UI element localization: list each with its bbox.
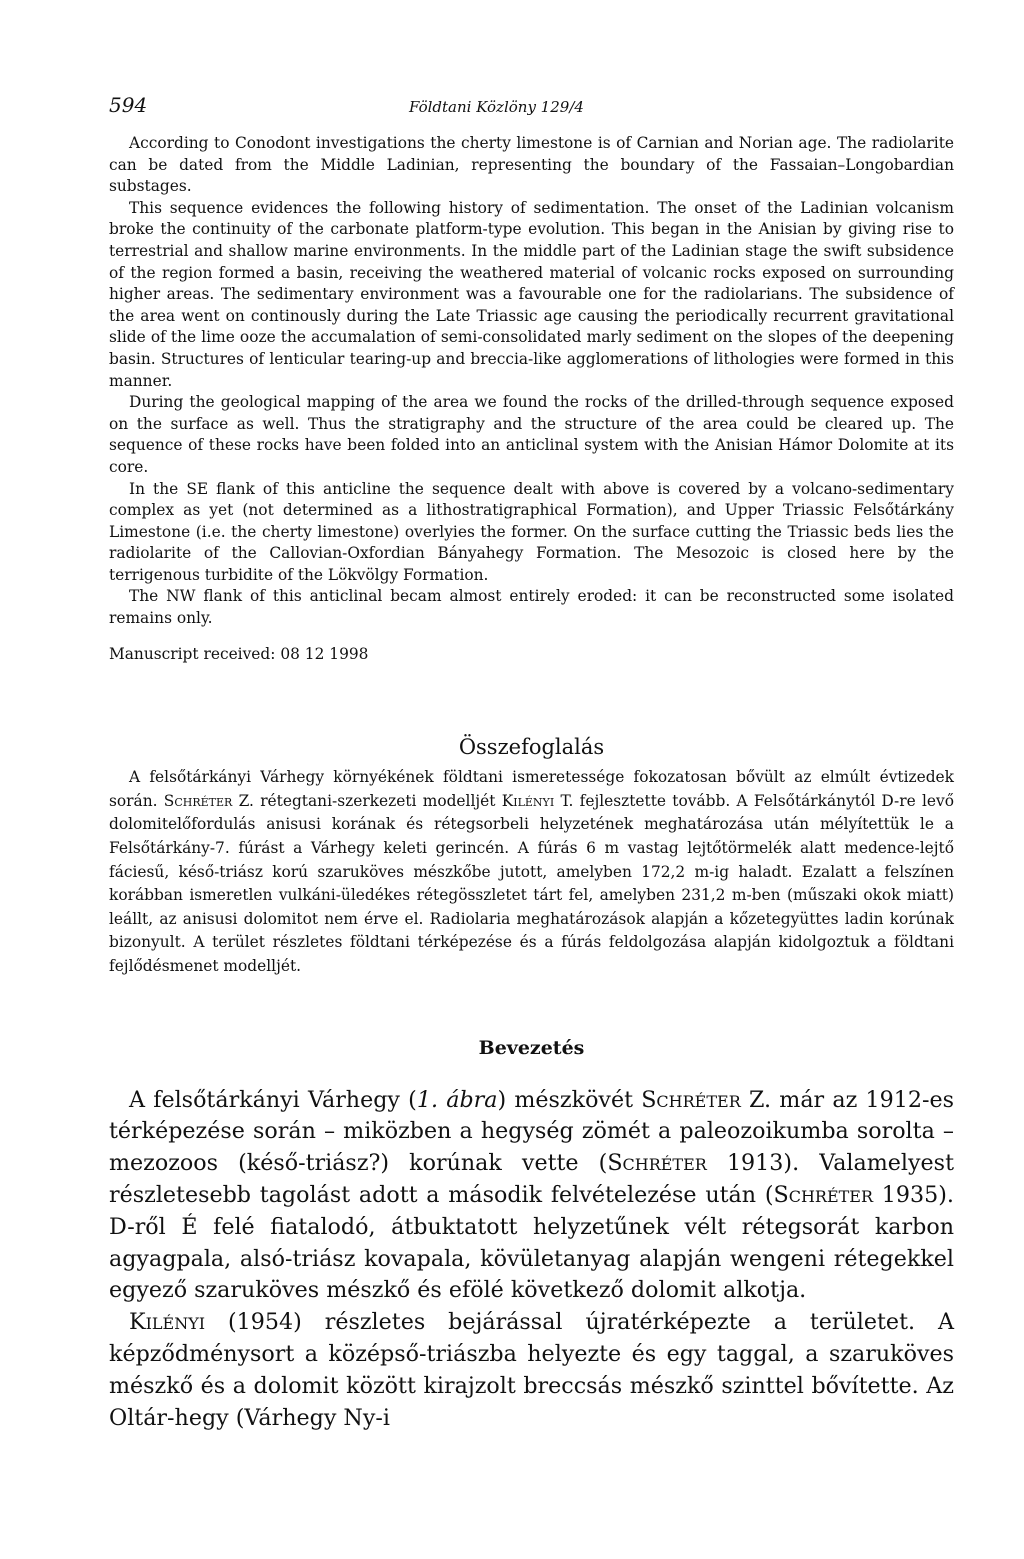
english-paragraph: The NW flank of this anticlinal becam almost entirely eroded: it can be reconstructed some isolated remains only.	[109, 587, 954, 628]
english-summary	[109, 133, 954, 665]
journal-title: Földtani Közlöny 129/4	[409, 98, 584, 116]
author-name: Kilényi	[501, 791, 555, 810]
author-name: Schréter	[773, 1181, 874, 1208]
running-header	[109, 93, 954, 133]
author-name: Schréter	[641, 1086, 741, 1113]
author-name: Schréter	[607, 1150, 707, 1177]
page-number: 594	[109, 93, 148, 117]
page	[109, 93, 954, 1434]
introduction-heading: Bevezetés	[478, 1036, 585, 1059]
introduction-paragraph: Kilényi (1954) részletes bejárással újratérképezte a területet. A képződménysort a középső-triászba helyezte és egy taggal, a szaruköves mészkő és a dolomit között kirajzolt breccsás mészkő szinttel bővítette. Az Oltár-hegy (Várhegy Ny-i	[109, 1309, 954, 1431]
summary-heading: Összefoglalás	[458, 735, 605, 760]
figure-reference: 1. ábra	[416, 1086, 498, 1113]
english-paragraph: During the geological mapping of the area we found the rocks of the drilled-through sequence exposed on the surface as well. Thus the stratigraphy and the structure of the area could be cleared up. The sequence of these rocks have been folded into an anticlinal system with the Anisian Hámor Dolomite at its core.	[109, 393, 954, 476]
manuscript-received: Manuscript received: 08 12 1998	[109, 644, 369, 663]
hungarian-summary	[109, 766, 954, 978]
english-paragraph: According to Conodont investigations the cherty limestone is of Carnian and Norian age. The radiolarite can be dated from the Middle Ladinian, representing the boundary of the Fassaian–Longobardian substages.	[109, 134, 954, 196]
summary-paragraph: A felsőtárkányi Várhegy környékének földtani ismeretessége fokozatosan bővült az elmúlt évtizedek során. Schréter Z. rétegtani-szerkezeti modelljét Kilényi T. fejlesztette tovább. A Felsőtárkánytól D-re levő dolomitelőfordulás anisusi korának és rétegsorbeli helyzetének meghatározása után mélyítettük le a Felsőtárkány-7. fúrást a Várhegy keleti gerincén. A fúrás 6 m vastag lejtőtörmelék alatt medence-lejtő fáciesű, késő-triász korú szaruköves mészkőbe jutott, amelyben 172,2 m-ig haladt. Ezalatt a felszínen korábban ismeretlen vulkáni-üledékes rétegösszletet tárt fel, amelyben 231,2 m-ben (műszaki okok miatt) leállt, az anisusi dolomitot nem érve el. Radiolaria meghatározások alapján a kőzetegyüttes ladin korúnak bizonyult. A terület részletes földtani térképezése és a fúrás feldolgozása alapján kidolgoztuk a földtani fejlődésmenet modelljét.	[109, 768, 954, 975]
english-paragraph: This sequence evidences the following history of sedimentation. The onset of the Ladinian volcanism broke the continuity of the carbonate platform-type evolution. This began in the Anisian by giving rise to terrestrial and shallow marine environments. In the middle part of the Ladinian stage the swift subsidence of the region formed a basin, receiving the weathered material of volcanic rocks exposed on surrounding higher areas. The sedimentary environment was a favourable one for the radiolarians. The subsidence of the area went on continously during the Late Triassic age causing the periodically recurrent gravitational slide of the lime ooze the accumalation of semi-consolidated marly sediment on the slopes of the deepening basin. Structures of lenticular tearing-up and breccia-like agglomerations of lithologies were formed in this manner.	[109, 198, 954, 390]
introduction-body	[109, 1085, 954, 1435]
english-paragraph: In the SE flank of this anticline the sequence dealt with above is covered by a volcano-sedimentary complex as yet (not determined as a lithostratigraphical Formation), and Upper Triassic Felsőtárkány Limestone (i.e. the cherty limestone) overlyies the former. On the surface cutting the Triassic beds lies the radiolarite of the Callovian-Oxfordian Bányahegy Formation. The Mesozoic is closed here by the terrigenous turbidite of the Lökvölgy Formation.	[109, 479, 954, 584]
author-name: Kilényi	[129, 1309, 206, 1336]
introduction-paragraph: A felsőtárkányi Várhegy (1. ábra) mészkövét Schréter Z. már az 1912-es térképezése során – miközben a hegység zömét a paleozoikumba sorolta – mezozoos (késő-triász?) korúnak vette (Schréter 1913). Valamelyest részletesebb tagolást adott a második felvételezése után (Schréter 1935). D-ről É felé fiatalodó, átbuktatott helyzetűnek vélt rétegsorát karbon agyagpala, alsó-triász kovapala, kövületanyag alapján wengeni rétegekkel egyező szaruköves mészkő és efölé következő dolomit alkotja.	[109, 1086, 954, 1304]
author-name: Schréter	[163, 791, 233, 810]
